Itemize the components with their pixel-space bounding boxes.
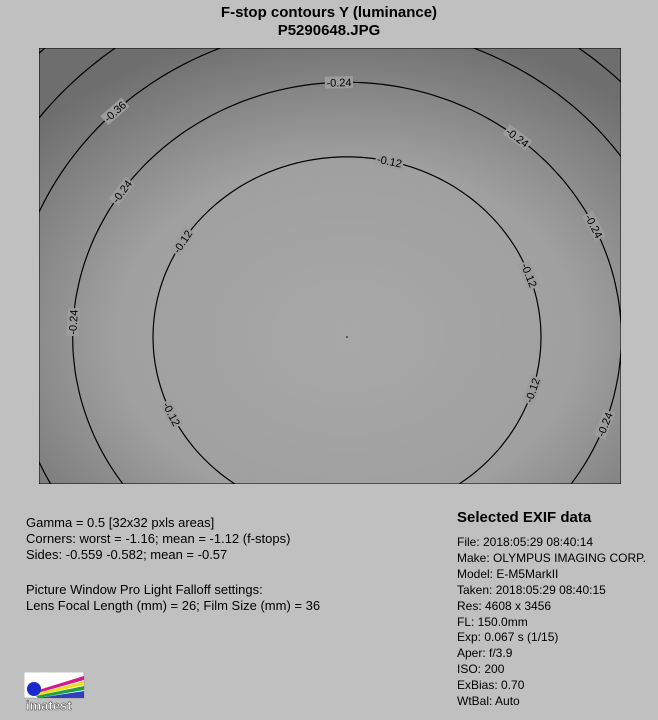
exif-row: Exp: 0.067 s (1/15)	[457, 630, 559, 645]
exif-row: ISO: 200	[457, 662, 505, 677]
exif-row: File: 2018:05:29 08:40:14	[457, 535, 594, 549]
contour-label: -0.12	[159, 400, 182, 429]
contour-label: -0.24	[326, 77, 352, 90]
exif-row: Aper: f/3.9	[457, 646, 513, 661]
contour-label: -0.36	[102, 99, 129, 125]
logo-text: imatest	[26, 698, 72, 713]
exif-row: Model: E-M5MarkII	[457, 566, 559, 581]
contour-label: -0.12	[375, 153, 403, 171]
exif-row: ExBias: 0.70	[457, 678, 525, 693]
exif-row: Taken: 2018:05:29 08:40:15	[457, 582, 606, 597]
exif-row: Res: 4608 x 3456	[457, 598, 552, 613]
contour-label: -0.24	[503, 125, 531, 151]
imatest-logo	[24, 672, 86, 714]
exif-heading: Selected EXIF data	[457, 509, 592, 526]
contour-plot	[39, 48, 621, 484]
exif-row: WtBal: Auto	[457, 694, 520, 708]
gamma-info: Gamma = 0.5 [32x32 pxls areas]	[26, 515, 215, 530]
contour-label: -0.24	[67, 309, 81, 336]
pwp-settings-values: Lens Focal Length (mm) = 26; Film Size (mm) = 36	[26, 598, 321, 613]
contour-label: -0.12	[523, 376, 543, 405]
chart-title: F-stop contours Y (luminance)	[220, 4, 438, 21]
contour-label: -0.24	[595, 410, 616, 439]
corners-info: Corners: worst = -1.16; mean = -1.12 (f-stops)	[26, 531, 291, 546]
contour-label: -0.24	[110, 178, 136, 206]
contour-label: -0.12	[518, 261, 539, 290]
imatest-logo-icon	[27, 682, 41, 696]
sides-info: Sides: -0.559 -0.582; mean = -0.57	[26, 547, 228, 562]
plot-field	[39, 48, 621, 484]
exif-row: Make: OLYMPUS IMAGING CORP.	[457, 550, 646, 565]
contour-label: -0.24	[582, 212, 605, 241]
pwp-settings-heading: Picture Window Pro Light Falloff settings:	[26, 582, 263, 597]
center-mark	[346, 336, 348, 338]
contour-label: -0.12	[171, 228, 196, 256]
chart-subtitle: P5290648.JPG	[277, 22, 381, 39]
exif-row: FL: 150.0mm	[457, 614, 528, 629]
